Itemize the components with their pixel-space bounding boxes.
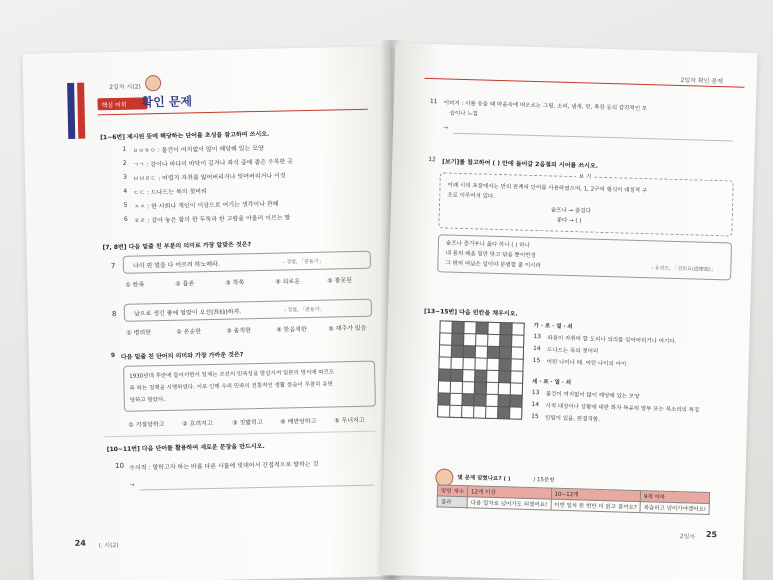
- page-number: 25: [705, 529, 718, 540]
- score-total: / 15문항: [533, 477, 555, 484]
- q8-num: 8: [111, 310, 117, 319]
- q9-passage-line: 당하고 말았다.: [129, 397, 166, 404]
- instruction-7-8: [7, 8번] 다음 밑줄 친 부분의 의미로 가장 알맞은 것은?: [102, 241, 252, 252]
- option: ④ 배반당하고: [280, 417, 317, 426]
- poem-line: 내 몸의 해올 일만 닦고 닦을 뿐이언정: [445, 250, 536, 260]
- q11-line: 습이나 느낌: [449, 110, 478, 118]
- q7-source: - 정철, 「관동가」: [282, 258, 324, 266]
- option: ① 병리한: [126, 329, 152, 337]
- score-header: 맞힌 개수: [437, 485, 467, 497]
- option: ② 흡존: [175, 280, 195, 288]
- option: ① 완족: [125, 281, 145, 289]
- q12-num: 12: [428, 156, 436, 164]
- item-num: 1: [122, 145, 127, 153]
- option: ③ 솔직한: [226, 327, 252, 335]
- score-header: 10~12개: [551, 488, 641, 501]
- score-table: [437, 484, 711, 515]
- q9-passage-line: 록 하는 정책을 시행하였다. 이로 인해 우리 민족의 전통적인 생활 풍습이 무참히 유린: [129, 381, 333, 392]
- navy-stripe: [67, 83, 75, 139]
- option: ③ 짓밟히고: [232, 418, 263, 427]
- q8-source: - 정철, 「관동가」: [283, 306, 325, 314]
- mascot-icon: [145, 75, 161, 91]
- option: ④ 외로운: [275, 278, 301, 286]
- option: ② 흐려지고: [182, 420, 213, 428]
- q10-text: 우의적 : 말하고자 하는 바를 다른 사물에 빗대어서 간접적으로 말하는 것: [129, 460, 319, 472]
- item-num: 3: [123, 173, 127, 181]
- clue-num: 13: [531, 388, 540, 397]
- clue-num: 14: [532, 345, 541, 353]
- option: ① 거절당하고: [128, 421, 165, 429]
- title-underline: [98, 109, 368, 116]
- item-text: ㅂㅂㄹㄷ : 어렵지 자취를 잃어버리거나 잊어버리거나 이것: [133, 172, 286, 183]
- clue-text: 드나드는 목의 첫머리: [546, 347, 599, 355]
- page-number: 24: [74, 538, 86, 548]
- down-label: 세 · 로 · 열 · 쇠: [532, 378, 572, 387]
- option: ⑤ 찰못된: [327, 277, 353, 285]
- item-num: 6: [123, 215, 128, 223]
- footer-section: Ⅰ. 시(2): [98, 542, 119, 550]
- answer-arrow: →: [443, 124, 449, 132]
- answer-line: [453, 133, 733, 142]
- bogi-label: 보 기: [576, 172, 595, 181]
- bogi-line: 이래 시의 초장에서는 반의 관계의 단어를 사용하였으며, 1, 2구의 형식이 대칭적 구: [447, 182, 648, 195]
- q9-passage-line: 1930년대 후반에 들어서면서 일제는 조선의 민족성을 말살시켜 일본의 방식에 따르도: [129, 369, 335, 380]
- q11-num: 11: [429, 98, 438, 106]
- instruction-13-15: [13~15번] 다음 빈칸을 채우시오.: [423, 307, 518, 318]
- item-text: ㅇㅇㅎㅇ : 물건이 여지없이 많이 해당해 있는 모양: [132, 144, 264, 155]
- option: ② 온순한: [176, 328, 202, 336]
- option: ③ 착쪽: [225, 279, 245, 287]
- left-header-tag: 2일차 시(2): [109, 83, 141, 92]
- instruction-10-11: [10~11번] 다음 단어를 활용하여 새로운 문장을 만드시오.: [106, 442, 265, 454]
- clue-num: 15: [532, 357, 541, 365]
- item-num: 4: [123, 187, 128, 195]
- item-text: ㅈㅈ : 한 사회나 개인이 이상으로 여기는 생각이나 관해: [133, 200, 279, 211]
- clue-text: 따옴이 자취마 할 도리나 의리를 잊어버리거나 어기다.: [547, 335, 677, 346]
- bogi-line: 조로 이루어져 있다.: [447, 192, 496, 200]
- answer-arrow: →: [129, 481, 135, 489]
- q7-num: 7: [110, 262, 116, 271]
- q8-text: 남으로 생긴 좋에 얼맞이 오선(吾仙)하자.: [133, 308, 242, 318]
- clue-text: 물건이 여지없이 많이 해당해 있는 모양: [545, 391, 640, 400]
- clue-num: 13: [533, 333, 542, 341]
- item-text: ㄷㄷ : 드나드는 목의 첫머리: [133, 188, 207, 197]
- crossword-grid: [437, 320, 525, 419]
- poem-source: - 유선도, 「견회요(遣懷謠)」: [651, 265, 716, 274]
- right-header-tag: 2일차 확인 문제: [680, 77, 724, 86]
- q10-num: 10: [115, 461, 125, 471]
- divider: [105, 431, 377, 438]
- option: ⑤ 무너지고: [334, 416, 365, 425]
- score-result: 이번 일차 한 번만 더 읽고 잘까요?: [551, 499, 641, 512]
- clue-num: 14: [531, 400, 540, 409]
- instruction-1-6: [1~6번] 제시된 뜻에 해당하는 단어를 초성을 참고하여 쓰시오.: [100, 130, 270, 142]
- left-page: [22, 46, 401, 580]
- score-header: 9개 이하: [640, 491, 710, 504]
- item-text: ㄱㄱ : 강이나 바다의 바닥이 깊거나 좌석 중에 좁은 우묵한 곳: [132, 158, 294, 169]
- score-header: 12개 이상: [467, 486, 551, 499]
- score-prompt: 몇 문제 맞혔나요? ( ): [457, 474, 511, 483]
- score-row-label: 결과: [437, 496, 467, 508]
- item-num: 2: [122, 159, 127, 167]
- footer-section: 2일차: [679, 533, 696, 541]
- answer-line: [140, 485, 374, 491]
- section-label: 핵심 어휘: [101, 101, 127, 110]
- q12-text: [보기]를 참고하여 ( ) 안에 들어갈 2음절의 시어를 쓰시오.: [442, 158, 599, 170]
- bogi-quote: 슬프나 → 즐겁다: [550, 207, 591, 215]
- red-stripe: [77, 83, 85, 139]
- option: ④ 한음직한: [276, 326, 307, 334]
- q11-line: 이미지 : 사물 등을 때 마음속에 떠오르는 그림, 소리, 냄새, 맛, 촉감 등의 감각적인 모: [443, 100, 648, 113]
- clue-text: 시적 대상이나 상황에 대한 화자 특유의 말투 또는 목소리의 특징: [545, 403, 700, 414]
- q9-num: 9: [110, 352, 116, 360]
- item-text: ㅎㄹ : 같아 놓은 참의 한 두둑과 한 고랑을 아울러 이르는 말: [133, 214, 291, 225]
- across-label: 가 · 로 · 열 · 쇠: [533, 323, 573, 331]
- item-num: 5: [123, 201, 128, 209]
- poem-line: 그 밖의 여남은 일이야 분별할 줄 이시라: [445, 260, 541, 270]
- right-page: [381, 43, 758, 580]
- clue-text: 틴팀이 있음, 한결직함.: [544, 415, 600, 423]
- bogi-quote: 좋다 → ( ): [556, 217, 582, 225]
- score-result: 다음 일차로 넘어가도 되겠어요!: [467, 497, 551, 510]
- clue-num: 15: [531, 412, 539, 421]
- q7-text: 나의 핀 얼을 다 어르려 하노매라.: [132, 260, 220, 270]
- clue-text: 어린 나이나 때. 어린 나이의 아이: [546, 359, 627, 368]
- q9-text: 다음 밑줄 친 단어의 의미와 가장 가까운 것은?: [120, 351, 244, 361]
- page-title: 확인 문제: [141, 94, 193, 110]
- option: ⑤ 재주가 있음: [328, 324, 367, 333]
- score-result: 복습하고 넘어가야겠어요!: [640, 502, 710, 515]
- poem-line: 슬프나 즐거우나 옳다 하나 ( ) 하나: [445, 240, 530, 249]
